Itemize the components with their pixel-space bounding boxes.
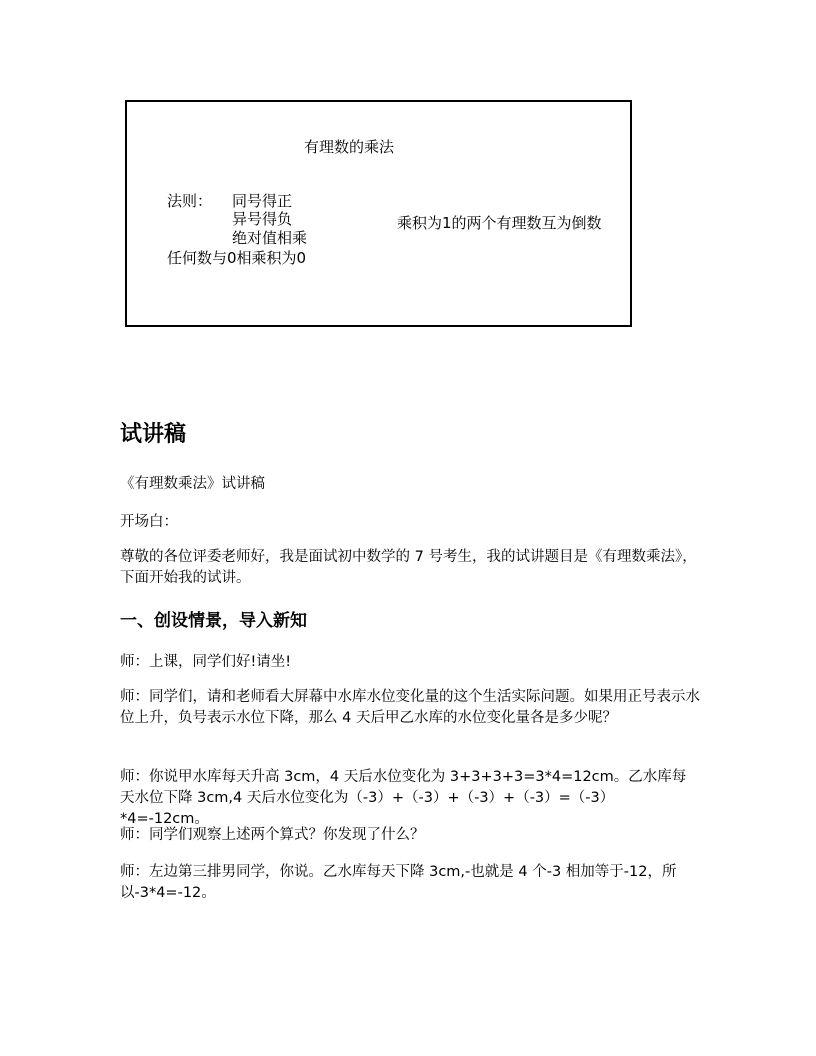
paragraph-4: 师：同学们观察上述两个算式？你发现了什么？: [120, 827, 425, 843]
rule-label: 法则：: [167, 192, 213, 210]
doc-title: 《有理数乘法》试讲稿: [120, 476, 265, 492]
heading-1: 一、创设情景，导入新知: [120, 611, 307, 631]
diagram-title: 有理数的乘法: [304, 138, 395, 156]
concept-diagram: [125, 100, 632, 327]
reciprocal-rule: 乘积为1的两个有理数互为倒数: [397, 214, 602, 232]
paragraph-1: 师：上课，同学们好!请坐!: [120, 654, 292, 670]
paragraph-2: 师：同学们，请和老师看大屏幕中水库水位变化量的这个生活实际问题。如果用正号表示水位上升，负号表示水位下降，那么 4 天后甲乙水库的水位变化量各是多少呢？: [120, 689, 700, 726]
intro-paragraph: 尊敬的各位评委老师好，我是面试初中数学的 7 号考生，我的试讲题目是《有理数乘法》，下面开始我的试讲。: [120, 549, 697, 586]
rule-absolute-value: 绝对值相乘: [232, 229, 308, 247]
opening-label: 开场白：: [120, 514, 178, 530]
section-title: 试讲稿: [120, 422, 187, 447]
rule-same-sign: 同号得正: [232, 192, 293, 210]
paragraph-5: 师：左边第三排男同学，你说。乙水库每天下降 3cm,-也就是 4 个-3 相加等于-12，所以-3*4=-12。: [120, 864, 677, 901]
rule-zero: 任何数与0相乘积为0: [167, 249, 307, 267]
rule-different-sign: 异号得负: [232, 210, 293, 228]
paragraph-3: 师：你说甲水库每天升高 3cm，4 天后水位变化为 3+3+3+3=3*4=12cm。乙水库每天水位下降 3cm,4 天后水位变化为（-3）+（-3）+（-3）+（-3）=（-3）*4=-12cm。: [120, 769, 687, 827]
